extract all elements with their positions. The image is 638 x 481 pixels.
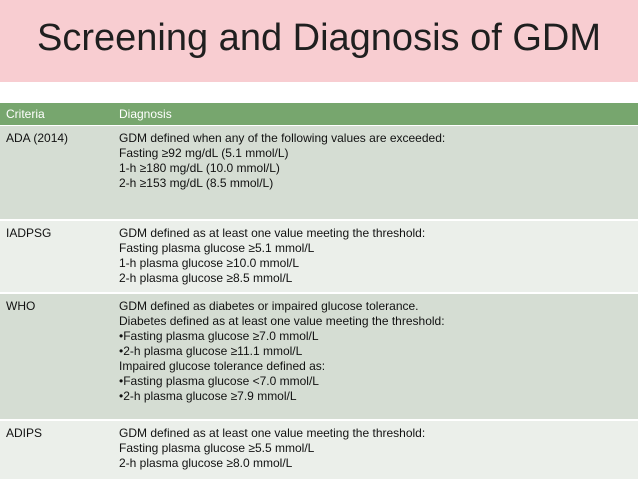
table-header-row <box>0 103 638 126</box>
criteria-cell: WHO <box>0 294 119 421</box>
column-header-criteria: Criteria <box>0 103 119 126</box>
diagnosis-cell <box>119 126 638 221</box>
criteria-cell: ADIPS <box>0 421 119 481</box>
diagnosis-line: •Fasting plasma glucose <7.0 mmol/L <box>119 374 319 388</box>
page-title: Screening and Diagnosis of GDM <box>37 17 601 59</box>
diagnosis-line: 2-h ≥153 mg/dL (8.5 mmol/L) <box>119 176 274 190</box>
diagnosis-line: Diabetes defined as at least one value meeting the threshold: <box>119 314 445 328</box>
diagnosis-line: 2-h plasma glucose ≥8.5 mmol/L <box>119 271 293 285</box>
diagnosis-cell <box>119 221 638 294</box>
table-row <box>0 421 638 481</box>
diagnosis-cell <box>119 421 638 481</box>
diagnosis-line: GDM defined as diabetes or impaired glucose tolerance. <box>119 299 419 313</box>
diagnosis-line: 1-h plasma glucose ≥10.0 mmol/L <box>119 256 300 270</box>
diagnosis-line: Fasting ≥92 mg/dL (5.1 mmol/L) <box>119 146 289 160</box>
table-row <box>0 221 638 294</box>
diagnosis-line: GDM defined as at least one value meeting the threshold: <box>119 226 426 240</box>
column-header-diagnosis: Diagnosis <box>119 103 638 126</box>
diagnosis-line: Fasting plasma glucose ≥5.5 mmol/L <box>119 441 315 455</box>
diagnosis-line: Impaired glucose tolerance defined as: <box>119 359 326 373</box>
criteria-cell: IADPSG <box>0 221 119 294</box>
table-row <box>0 294 638 421</box>
diagnosis-line: •Fasting plasma glucose ≥7.0 mmol/L <box>119 329 319 343</box>
criteria-cell: ADA (2014) <box>0 126 119 221</box>
diagnosis-line: GDM defined as at least one value meeting the threshold: <box>119 426 426 440</box>
diagnosis-line: GDM defined when any of the following values are exceeded: <box>119 131 446 145</box>
table-row <box>0 126 638 221</box>
criteria-table <box>0 103 638 481</box>
diagnosis-line: •2-h plasma glucose ≥11.1 mmol/L <box>119 344 303 358</box>
diagnosis-line: 1-h ≥180 mg/dL (10.0 mmol/L) <box>119 161 280 175</box>
diagnosis-line: •2-h plasma glucose ≥7.9 mmol/L <box>119 389 297 403</box>
diagnosis-line: 2-h plasma glucose ≥8.0 mmol/L <box>119 456 293 470</box>
diagnosis-cell <box>119 294 638 421</box>
diagnosis-line: Fasting plasma glucose ≥5.1 mmol/L <box>119 241 315 255</box>
